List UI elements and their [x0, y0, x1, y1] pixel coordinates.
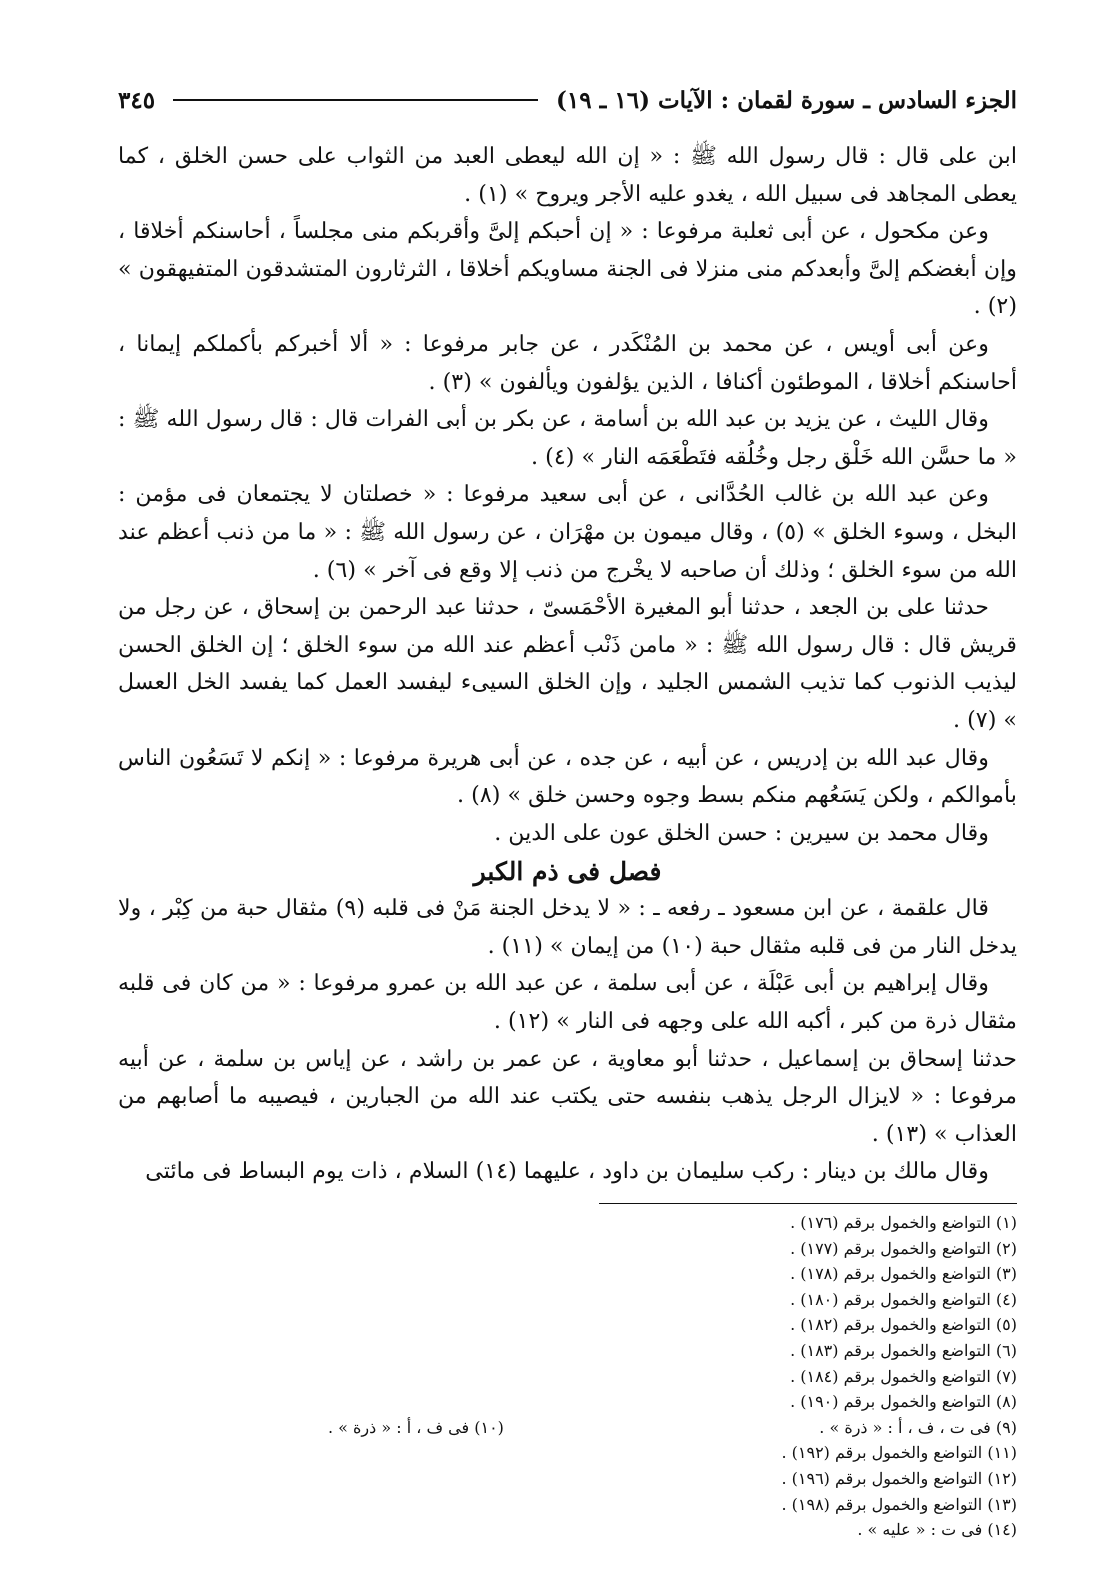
- header-rule: [173, 99, 538, 101]
- paragraph: وقال محمد بن سيرين : حسن الخلق عون على الدين .: [494, 819, 989, 846]
- footnote: (٣) التواضع والخمول برقم (١٧٨) .: [790, 1264, 1017, 1284]
- footnote: (٧) التواضع والخمول برقم (١٨٤) .: [790, 1366, 1017, 1386]
- paragraph: وقال مالك بن دينار : ركب سليمان بن داود ، عليهما (١٤) السلام ، ذات يوم البساط فى مائتى: [145, 1158, 989, 1185]
- footnote-separator: [599, 1203, 1017, 1204]
- page-number: ٣٤٥: [118, 86, 156, 114]
- footnote: (٤) التواضع والخمول برقم (١٨٠) .: [790, 1289, 1017, 1309]
- paragraph: وقال الليث ، عن يزيد بن عبد الله بن أسامة ، عن بكر بن أبى الفرات قال : قال رسول الله ﷺ : « ما حسَّن الله خَلْق رجل وخُلُقه فتَطْعَمَه النار » (٤) .: [118, 406, 1017, 470]
- footnote: (١) التواضع والخمول برقم (١٧٦) .: [790, 1213, 1017, 1233]
- paragraphs-part-a: [118, 138, 1017, 852]
- footnote-10: (١٠) فى ف ، أ : « ذرة » .: [328, 1418, 504, 1438]
- section-title: فصل فى ذم الكبر: [473, 857, 662, 887]
- paragraph: وقال عبد الله بن إدريس ، عن أبيه ، عن جده ، عن أبى هريرة مرفوعا : « إنكم لا تَسَعُون الناس بأموالكم ، ولكن يَسَعُهم منكم بسط وجوه وحسن خلق » (٨) .: [118, 744, 1017, 809]
- footnote: (١٢) التواضع والخمول برقم (١٩٦) .: [781, 1468, 1017, 1488]
- footnote: (٩) فى ت ، ف ، أ : « ذرة » .: [819, 1417, 1017, 1437]
- footnote: (٨) التواضع والخمول برقم (١٩٠) .: [790, 1392, 1017, 1412]
- paragraph: حدثنا إسحاق بن إسماعيل ، حدثنا أبو معاوية ، عن عمر بن راشد ، عن إياس بن سلمة ، عن أبيه مرفوعا : « لايزال الرجل يذهب بنفسه حتى يكتب عند الله من الجبارين ، فيصيبه ما أصابهم من العذاب » (١٣) .: [118, 1045, 1017, 1147]
- running-header: [118, 78, 1017, 122]
- footnote: (١١) التواضع والخمول برقم (١٩٢) .: [781, 1443, 1017, 1463]
- body-text: [118, 138, 1017, 1191]
- paragraph: وعن عبد الله بن غالب الحُدَّانى ، عن أبى سعيد مرفوعا : « خصلتان لا يجتمعان فى مؤمن : البخل ، وسوء الخلق » (٥) ، وقال ميمون بن مهْرَان ، عن رسول الله ﷺ : « ما من ذنب أعظم عند الله من سوء الخلق ؛ وذلك أن صاحبه لا يخْرج من ذنب إلا وقع فى آخر » (٦) .: [118, 481, 1017, 583]
- footnotes: [118, 1210, 1017, 1543]
- paragraph: ابن على قال : قال رسول الله ﷺ : « إن الله ليعطى العبد من الثواب على حسن الخلق ، كما يعطى المجاهد فى سبيل الله ، يغدو عليه الأجر ويروح » (١) .: [118, 143, 1017, 207]
- footnote: (١٣) التواضع والخمول برقم (١٩٨) .: [781, 1494, 1017, 1514]
- paragraph: حدثنا على بن الجعد ، حدثنا أبو المغيرة الأحْمَسىّ ، حدثنا عبد الرحمن بن إسحاق ، عن رجل من قريش قال : قال رسول الله ﷺ : « مامن ذَنْب أعظم عند الله من سوء الخلق ؛ إن الخلق الحسن ليذيب الذنوب كما تذيب الشمس الجليد ، وإن الخلق السيىء ليفسد العمل كما يفسد الخل العسل » (٧) .: [118, 594, 1017, 733]
- footnote: (٥) التواضع والخمول برقم (١٨٢) .: [790, 1315, 1017, 1335]
- footnote: (١٤) فى ت : « عليه » .: [857, 1520, 1017, 1540]
- footnote-list: [118, 1210, 1017, 1543]
- paragraph: قال علقمة ، عن ابن مسعود ـ رفعه ـ : « لا يدخل الجنة مَنْ فى قلبه (٩) مثقال حبة من كِبْر ، ولا يدخل النار من فى قلبه مثقال حبة (١٠) من إيمان » (١١) .: [118, 895, 1017, 959]
- paragraph: وعن مكحول ، عن أبى ثعلبة مرفوعا : « إن أحبكم إلىَّ وأقربكم منى مجلساً ، أحاسنكم أخلاقا ، وإن أبغضكم إلىَّ وأبعدكم منى منزلا فى الجنة مساويكم أخلاقا ، الثرثارون المتشدقون المتفيهقون » (٢) .: [118, 218, 1017, 320]
- footnote: (٦) التواضع والخمول برقم (١٨٣) .: [790, 1341, 1017, 1360]
- paragraphs-part-b: [118, 890, 1017, 1191]
- paragraph: وقال إبراهيم بن أبى عَبْلَة ، عن أبى سلمة ، عن عبد الله بن عمرو مرفوعا : « من كان فى قلبه مثقال ذرة من كبر ، أكبه الله على وجهه فى النار » (١٢) .: [118, 970, 1017, 1035]
- footnote: (٢) التواضع والخمول برقم (١٧٧) .: [790, 1238, 1017, 1258]
- paragraph: وعن أبى أويس ، عن محمد بن المُنْكَدر ، عن جابر مرفوعا : « ألا أخبركم بأكملكم إيمانا ، أحاسنكم أخلاقا ، الموطئون أكنافا ، الذين يؤلفون ويألفون » (٣) .: [118, 330, 1017, 395]
- header-title: الجزء السادس ـ سورة لقمان : الآيات (١٦ ـ ١٩): [556, 86, 1017, 114]
